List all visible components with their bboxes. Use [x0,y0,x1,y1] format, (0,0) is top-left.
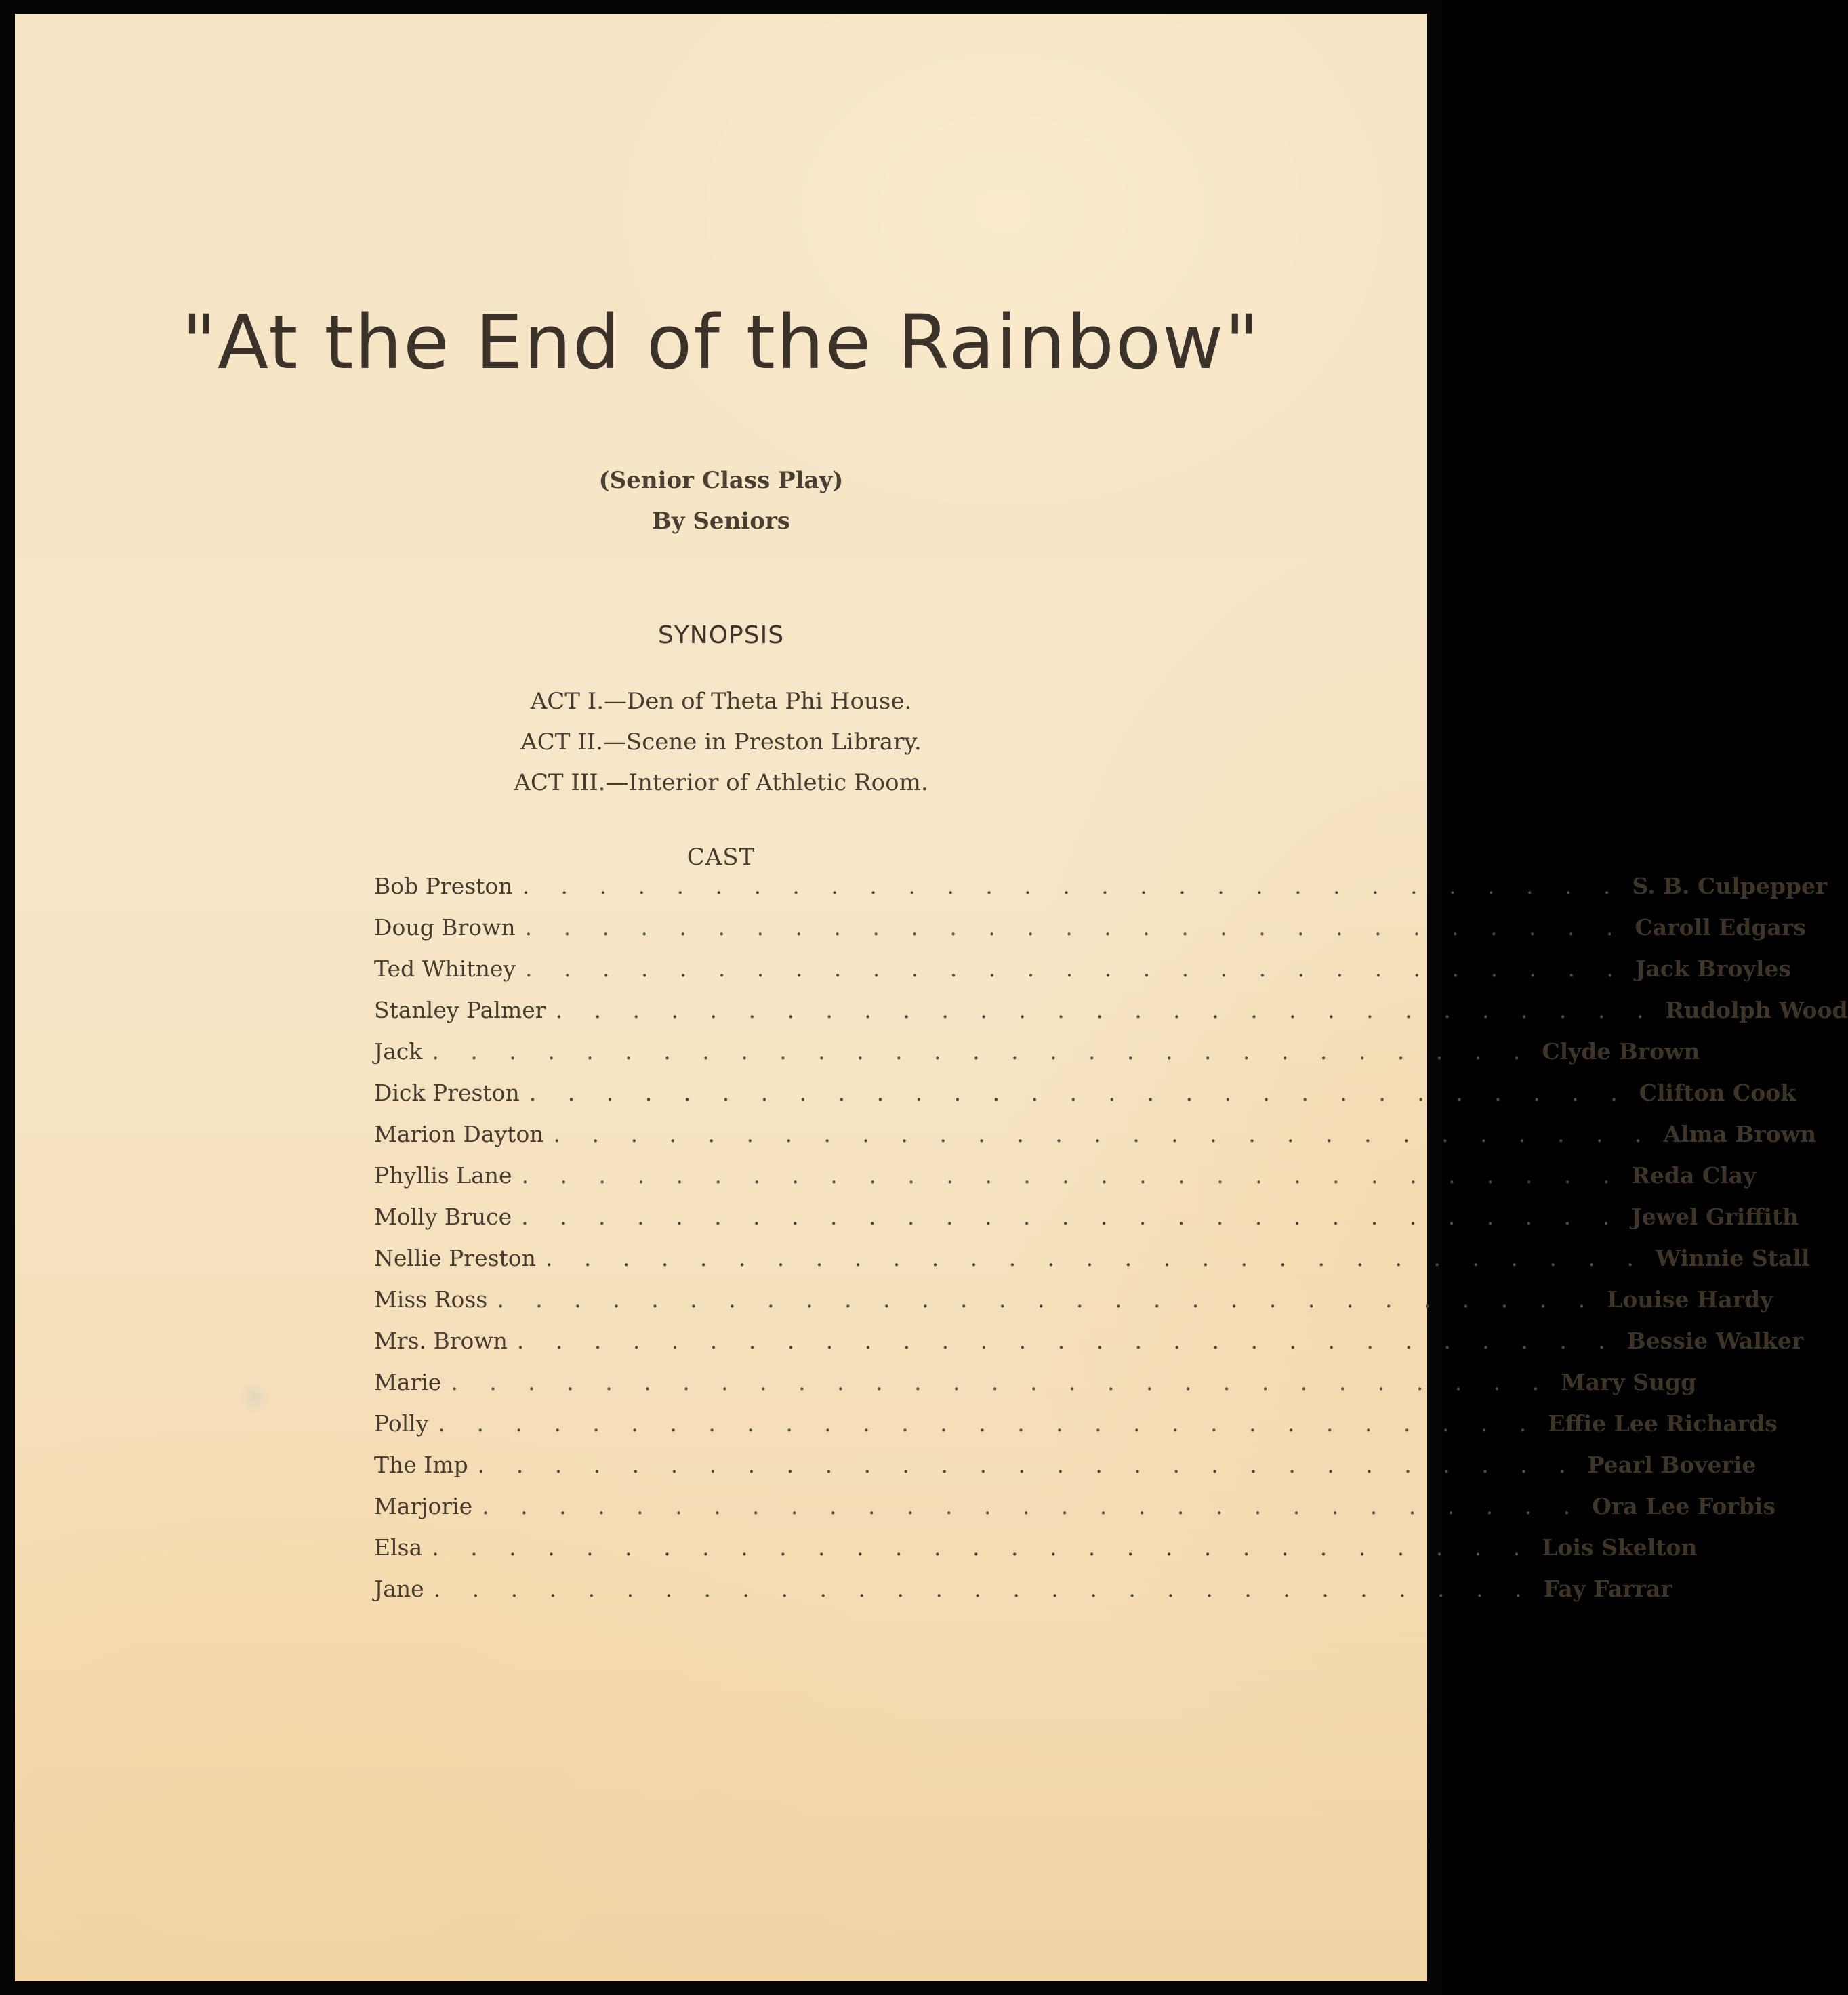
cast-actor: Effie Lee Richards [1548,1410,1778,1437]
cast-row [374,1038,1700,1079]
cast-row [374,1286,1773,1328]
cast-role: Nellie Preston [374,1245,536,1271]
cast-actor: Jewel Griffith [1631,1204,1799,1230]
cast-row [374,1493,1776,1534]
cast-row [374,1121,1817,1162]
dot-leader: . . . . . . . . . . . . . . . . . . . . . . . . . . . . . [529,1079,1630,1106]
play-byline: By Seniors [652,508,790,535]
cast-row [374,914,1806,955]
cast-row [374,1534,1698,1576]
dot-leader: . . . . . . . . . . . . . . . . . . . . . . . . . . . . . [438,1410,1539,1437]
cast-row [374,1079,1796,1121]
cast-actor: Reda Clay [1631,1162,1757,1189]
play-title: "At the End of the Rainbow" [182,299,1260,386]
cast-actor: Winnie Stall [1655,1245,1810,1271]
cast-actor: Bessie Walker [1626,1328,1804,1354]
cast-row [374,873,1828,914]
cast-role: Bob Preston [374,873,513,899]
cast-role: Ted Whitney [374,955,516,982]
cast-heading: CAST [686,844,756,871]
dot-leader: . . . . . . . . . . . . . . . . . . . . . . . . . . . . . [553,1121,1654,1147]
act-one: ACT I.—Den of Theta Phi House. [530,688,912,715]
cast-role: Jack [374,1038,423,1065]
dot-leader: . . . . . . . . . . . . . . . . . . . . . . . . . . . . . [432,1038,1533,1065]
dot-leader: . . . . . . . . . . . . . . . . . . . . . . . . . . . . . [497,1286,1598,1313]
cast-row [374,1369,1697,1410]
cast-row [374,1162,1757,1204]
dot-leader: . . . . . . . . . . . . . . . . . . . . . . . . . . . . . [545,1245,1646,1271]
cast-role: Mrs. Brown [374,1328,508,1354]
cast-role: Stanley Palmer [374,997,546,1023]
cast-actor: Rudolph Wood [1665,997,1848,1023]
cast-role: The Imp [374,1452,468,1478]
dot-leader: . . . . . . . . . . . . . . . . . . . . . . . . . . . . . [433,1576,1534,1602]
cast-actor: Mary Sugg [1561,1369,1697,1395]
cast-list [374,873,1848,1617]
cast-row [374,997,1848,1038]
cast-actor: Lois Skelton [1542,1534,1698,1561]
cast-actor: Louise Hardy [1607,1286,1773,1313]
dot-leader: . . . . . . . . . . . . . . . . . . . . . . . . . . . . . [451,1369,1552,1395]
dot-leader: . . . . . . . . . . . . . . . . . . . . . . . . . . . . . [482,1493,1583,1519]
dot-leader: . . . . . . . . . . . . . . . . . . . . . . . . . . . . . [521,1162,1622,1189]
synopsis-heading: SYNOPSIS [657,621,785,649]
cast-role: Doug Brown [374,914,516,941]
cast-role: Jane [374,1576,424,1602]
cast-row [374,1576,1672,1617]
cast-actor: S. B. Culpepper [1632,873,1828,899]
dot-leader: . . . . . . . . . . . . . . . . . . . . . . . . . . . . . [477,1452,1578,1478]
cast-role: Polly [374,1410,429,1437]
cast-role: Marie [374,1369,442,1395]
paper-smudge [239,1382,270,1412]
cast-actor: Pearl Boverie [1587,1452,1757,1478]
play-subtitle: (Senior Class Play) [598,467,844,494]
cast-actor: Alma Brown [1663,1121,1817,1147]
dot-leader: . . . . . . . . . . . . . . . . . . . . . . . . . . . . . [516,1328,1618,1354]
paper-page [15,14,1848,1981]
cast-role: Dick Preston [374,1079,520,1106]
cast-role: Elsa [374,1534,423,1561]
dot-leader: . . . . . . . . . . . . . . . . . . . . . . . . . . . . . [522,873,1623,899]
cast-actor: Ora Lee Forbis [1592,1493,1776,1519]
cast-actor: Fay Farrar [1543,1576,1672,1602]
cast-role: Miss Ross [374,1286,488,1313]
cast-row [374,1245,1810,1286]
act-two: ACT II.—Scene in Preston Library. [520,728,922,756]
dot-leader: . . . . . . . . . . . . . . . . . . . . . . . . . . . . . [432,1534,1533,1561]
act-three: ACT III.—Interior of Athletic Room. [514,769,928,796]
cast-row [374,1328,1804,1369]
cast-role: Marion Dayton [374,1121,544,1147]
dot-leader: . . . . . . . . . . . . . . . . . . . . . . . . . . . . . [525,914,1626,941]
cast-actor: Clifton Cook [1639,1079,1796,1106]
dot-leader: . . . . . . . . . . . . . . . . . . . . . . . . . . . . . [555,997,1656,1023]
cast-role: Phyllis Lane [374,1162,512,1189]
dot-leader: . . . . . . . . . . . . . . . . . . . . . . . . . . . . . [521,1204,1622,1230]
cast-actor: Caroll Edgars [1635,914,1806,941]
cast-role: Molly Bruce [374,1204,512,1230]
cast-row [374,1452,1757,1493]
cast-row [374,1410,1778,1452]
cast-row [374,955,1791,997]
cast-actor: Jack Broyles [1635,955,1791,982]
dot-leader: . . . . . . . . . . . . . . . . . . . . . . . . . . . . . [525,955,1626,982]
cast-role: Marjorie [374,1493,473,1519]
cast-actor: Clyde Brown [1542,1038,1700,1065]
cast-row [374,1204,1799,1245]
